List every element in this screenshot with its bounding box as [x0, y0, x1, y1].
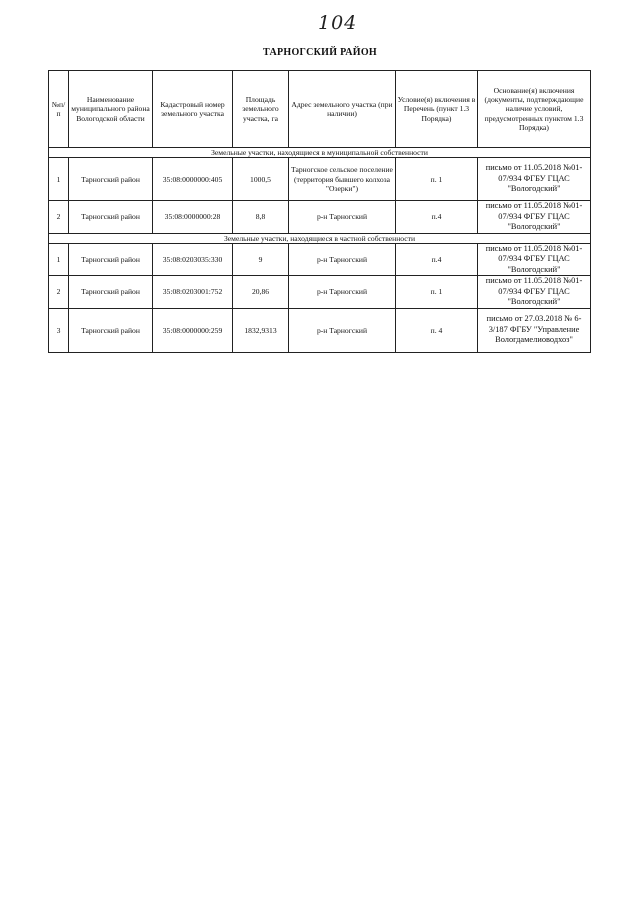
col-header-area: Площадь земельного участка, га	[233, 71, 289, 148]
cell-condition: п. 4	[396, 308, 478, 352]
cell-area: 20,86	[233, 276, 289, 309]
cell-cadastral: 35:08:0000000:28	[153, 201, 233, 234]
cell-number: 2	[49, 276, 69, 309]
cell-number: 1	[49, 243, 69, 276]
table-row	[49, 243, 591, 276]
section-row-private	[49, 233, 591, 243]
col-header-cadastral: Кадастровый номер земельного участка	[153, 71, 233, 148]
cell-number: 2	[49, 201, 69, 234]
cell-district: Тарногский район	[69, 158, 153, 201]
section-title: Земельные участки, находящиеся в муниципальной собственности	[49, 148, 591, 158]
cell-basis: письмо от 11.05.2018 №01-07/934 ФГБУ ГЦАС "Вологодский"	[478, 158, 591, 201]
cell-address: р-н Тарногский	[289, 276, 396, 309]
cell-area: 1832,9313	[233, 308, 289, 352]
header-row	[49, 71, 591, 148]
cell-condition: п. 1	[396, 158, 478, 201]
land-plots-table	[48, 70, 591, 353]
cell-basis: письмо от 11.05.2018 №01-07/934 ФГБУ ГЦАС "Вологодский"	[478, 276, 591, 309]
cell-district: Тарногский район	[69, 201, 153, 234]
cell-cadastral: 35:08:0000000:259	[153, 308, 233, 352]
col-header-basis: Основание(я) включения (документы, подтверждающие наличие условий, предусмотренных пунктом 1.3 Порядка)	[478, 71, 591, 148]
col-header-address: Адрес земельного участка (при наличии)	[289, 71, 396, 148]
cell-area: 1000,5	[233, 158, 289, 201]
section-title: Земельные участки, находящиеся в частной собственности	[49, 233, 591, 243]
cell-address: р-н Тарногский	[289, 201, 396, 234]
page-title: ТАРНОГСКИЙ РАЙОН	[262, 47, 377, 58]
cell-cadastral: 35:08:0203001:752	[153, 276, 233, 309]
cell-cadastral: 35:08:0203035:330	[153, 243, 233, 276]
section-row-municipal	[49, 148, 591, 158]
cell-number: 3	[49, 308, 69, 352]
table-row	[49, 158, 591, 201]
cell-condition: п. 1	[396, 276, 478, 309]
cell-basis: письмо от 27.03.2018 № 6-3/187 ФГБУ "Управление Вологдамелиоводхоз"	[478, 308, 591, 352]
cell-condition: п.4	[396, 201, 478, 234]
cell-basis: письмо от 11.05.2018 №01-07/934 ФГБУ ГЦАС "Вологодский"	[478, 201, 591, 234]
page-number: 104	[318, 12, 358, 34]
cell-condition: п.4	[396, 243, 478, 276]
cell-basis: письмо от 11.05.2018 №01-07/934 ФГБУ ГЦАС "Вологодский"	[478, 243, 591, 276]
table-row	[49, 308, 591, 352]
col-header-district: Наименование муниципального района Вологодской области	[69, 71, 153, 148]
table-row	[49, 201, 591, 234]
col-header-number: №п/п	[49, 71, 69, 148]
cell-address: р-н Тарногский	[289, 308, 396, 352]
cell-number: 1	[49, 158, 69, 201]
cell-district: Тарногский район	[69, 308, 153, 352]
col-header-condition: Условие(я) включения в Перечень (пункт 1.3 Порядка)	[396, 71, 478, 148]
cell-address: Тарногское сельское поселение (территория бывшего колхоза "Озерки")	[289, 158, 396, 201]
cell-cadastral: 35:08:0000000:405	[153, 158, 233, 201]
cell-address: р-н Тарногский	[289, 243, 396, 276]
table-row	[49, 276, 591, 309]
cell-area: 9	[233, 243, 289, 276]
cell-district: Тарногский район	[69, 243, 153, 276]
cell-area: 8,8	[233, 201, 289, 234]
cell-district: Тарногский район	[69, 276, 153, 309]
